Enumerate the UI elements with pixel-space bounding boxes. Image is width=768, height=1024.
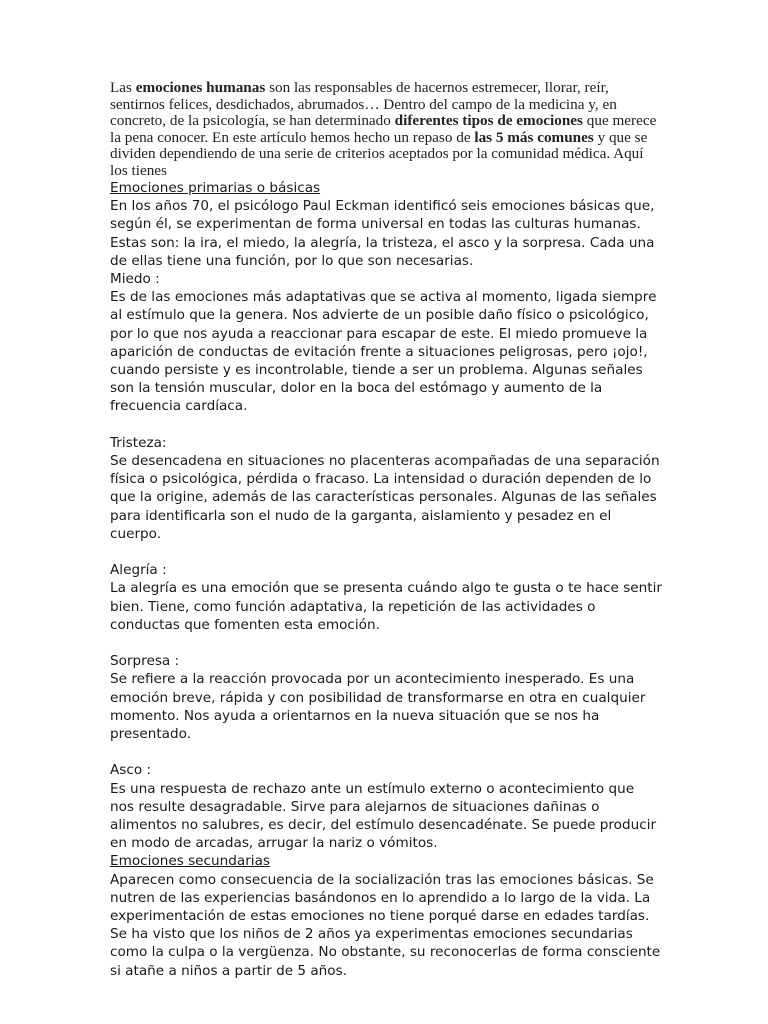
surprise-title: Sorpresa : xyxy=(110,653,180,670)
spacer xyxy=(110,743,662,761)
document-body xyxy=(110,179,662,980)
fear-title: Miedo : xyxy=(110,271,160,288)
intro-text: que merece la pena conocer. En este artículo hemos hecho un repaso de xyxy=(110,112,657,146)
intro-text: son las responsables de hacernos estremecer, llorar, reír, sentirnos felices, desdichados, abrumados… Dentro del campo de la medicina y, en concreto, de la psicología, se han determinado xyxy=(110,79,617,129)
spacer xyxy=(110,416,662,434)
joy-title: Alegría : xyxy=(110,562,167,579)
sadness-paragraph: Se desencadena en situaciones no placenteras acompañadas de una separación física o psicológica, pérdida o fracaso. La intensidad o duración dependen de lo que la origine, además de las características personales. Algunas de las señales para identificarla son el nudo de la garganta, aislamiento y pesadez en el cuerpo. xyxy=(110,453,660,542)
primary-emotions-heading: Emociones primarias o básicas xyxy=(110,180,321,196)
intro-bold-text: las 5 más comunes xyxy=(474,128,594,146)
spacer xyxy=(110,543,662,561)
intro-bold-text: emociones humanas xyxy=(135,79,266,96)
disgust-paragraph: Es una respuesta de rechazo ante un estímulo externo o acontecimiento que nos resulte desagradable. Sirve para alejarnos de situaciones dañinas o alimentos no salubres, es decir, del estímulo desencadénate. Se puede producir en modo de arcadas, arrugar la nariz o vómitos. xyxy=(110,780,657,852)
sadness-title: Tristeza: xyxy=(110,434,167,451)
secondary-emotions-heading: Emociones secundarias xyxy=(110,853,270,870)
document-content xyxy=(110,80,662,980)
fear-paragraph: Es de las emociones más adaptativas que se activa al momento, ligada siempre al estímulo que la genera. Nos advierte de un posible daño físico o psicológico, por lo que nos ayuda a reaccionar para escapar de este. El miedo promueve la aparición de conductas de evitación frente a situaciones peligrosas, pero ¡ojo!, cuando persiste y es incontrolable, tiende a ser un problema. Algunas señales son la tensión muscular, dolor en la boca del estómago y aumento de la frecuencia cardíaca. xyxy=(110,289,657,415)
primary-emotions-paragraph: En los años 70, el psicólogo Paul Eckman identificó seis emociones básicas que, según él, se experimentan de forma universal en todas las culturas humanas. Estas son: la ira, el miedo, la alegría, la tristeza, el asco y la sorpresa. Cada una de ellas tiene una función, por lo que son necesarias. xyxy=(110,198,655,269)
secondary-emotions-paragraph: Aparecen como consecuencia de la socialización tras las emociones básicas. Se nutren de las experiencias basándonos en lo aprendido a lo largo de la vida. La experimentación de estas emociones no tiene porqué darse en edades tardías. Se ha visto que los niños de 2 años ya experimentas emociones secundarias como la culpa o la vergüenza. No obstante, su reconocerlas de forma consciente si atañe a niños a partir de 5 años. xyxy=(110,871,661,979)
intro-paragraph xyxy=(110,80,662,179)
disgust-title: Asco : xyxy=(110,762,152,779)
intro-text: Las xyxy=(110,79,136,96)
surprise-paragraph: Se refiere a la reacción provocada por un acontecimiento inesperado. Es una emoción breve, rápida y con posibilidad de transformarse en otra en cualquier momento. Nos ayuda a orientarnos en la nueva situación que se nos ha presentado. xyxy=(110,671,646,743)
joy-paragraph: La alegría es una emoción que se presenta cuándo algo te gusta o te hace sentir bien. Tiene, como función adaptativa, la repetición de las actividades o conductas que fomenten esta emoción. xyxy=(110,580,662,633)
spacer xyxy=(110,634,662,652)
intro-text: y que se dividen dependiendo de una serie de criterios aceptados por la comunidad médica. Aquí los tienes xyxy=(110,128,648,179)
intro-bold-text: diferentes tipos de emociones xyxy=(394,112,583,129)
